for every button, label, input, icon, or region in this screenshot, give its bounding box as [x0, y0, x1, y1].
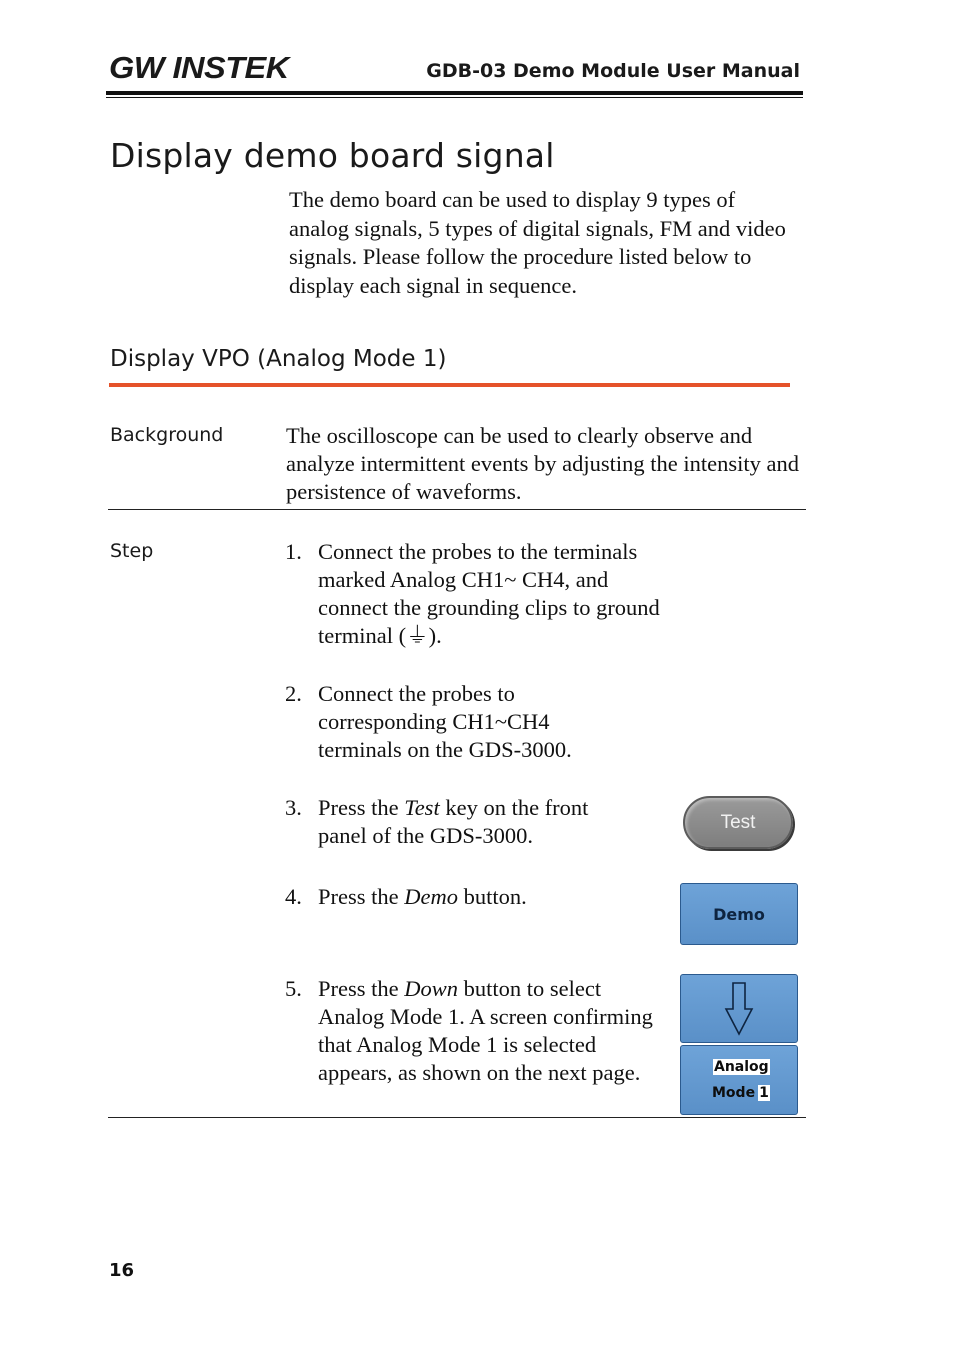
subsection-rule — [109, 383, 790, 387]
arrow-down-icon — [724, 981, 754, 1037]
step-text: Connect the probes to the terminals marked Analog CH1~ CH4, and connect the grounding clips to ground terminal (⏚). — [318, 539, 660, 648]
analog-mode-sublabel: Mode 1 — [712, 1085, 769, 1101]
step-number: 2. — [285, 681, 302, 706]
step-2 — [285, 680, 665, 764]
subsection-title: Display VPO (Analog Mode 1) — [110, 346, 447, 372]
background-text: The oscilloscope can be used to clearly observe and analyze intermittent events by adjusting the intensity and persistence of waveforms. — [286, 423, 799, 504]
step-text: Connect the probes to corresponding CH1~CH4 terminals on the GDS-3000. — [318, 681, 572, 762]
test-key-button[interactable]: Test — [683, 796, 793, 849]
analog-mode-label: Analog — [714, 1059, 769, 1075]
section-title: Display demo board signal — [110, 136, 555, 175]
header-rule — [106, 91, 803, 95]
step-1 — [285, 538, 665, 650]
step-text: Press the Demo button. — [318, 884, 527, 909]
section-intro: The demo board can be used to display 9 types of analog signals, 5 types of digital signals, FM and video signals. Please follow the procedure listed below to display each signal in sequence. — [289, 187, 786, 298]
step-3 — [285, 794, 665, 850]
down-button[interactable] — [680, 974, 798, 1043]
step-number: 1. — [285, 539, 302, 564]
step-text: Press the Down button to select Analog Mode 1. A screen confirming that Analog Mode 1 is selected appears, as shown on the next page. — [318, 976, 653, 1085]
document-title: GDB-03 Demo Module User Manual — [426, 60, 800, 82]
background-label: Background — [110, 424, 224, 446]
demo-button[interactable]: Demo — [680, 883, 798, 945]
step-number: 3. — [285, 795, 302, 820]
step-text: Press the Test key on the front panel of the GDS-3000. — [318, 795, 589, 848]
row-divider — [108, 509, 806, 510]
analog-mode-number: 1 — [759, 1085, 769, 1101]
step-5 — [285, 975, 665, 1115]
step-number: 5. — [285, 976, 302, 1001]
analog-mode-button[interactable] — [680, 1045, 798, 1115]
brand-logo: GW INSTEK — [109, 50, 289, 85]
row-divider-bottom — [108, 1117, 806, 1118]
page-number: 16 — [109, 1260, 135, 1281]
step-number: 4. — [285, 884, 302, 909]
ground-symbol-icon: ⏚ — [406, 623, 429, 648]
step-label: Step — [110, 540, 154, 562]
step-4 — [285, 883, 665, 911]
header-rule-thin — [106, 97, 803, 98]
